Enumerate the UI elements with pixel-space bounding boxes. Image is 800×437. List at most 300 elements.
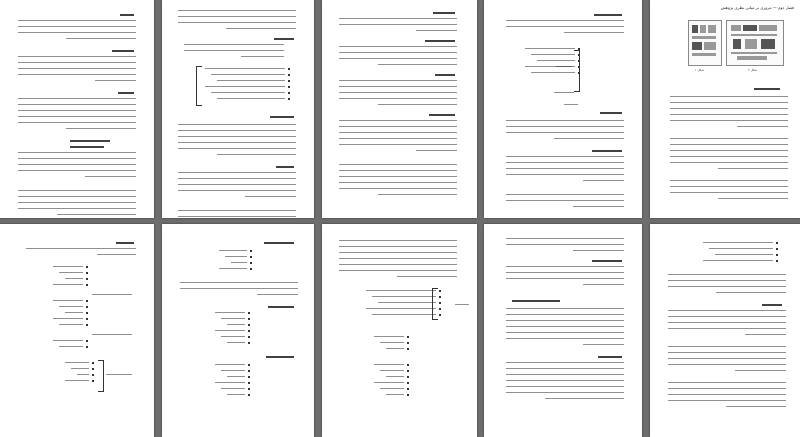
section-heading [112,50,134,52]
text-line [670,96,788,97]
list-item-line [77,374,89,375]
brace-bracket [98,360,104,392]
list-bullet [248,364,250,366]
list-bullet [407,382,409,384]
text-line [339,98,457,99]
text-line [506,244,624,245]
list-item-line [374,382,404,383]
text-line [18,164,136,165]
label-line [554,92,574,93]
text-line [668,316,786,317]
section-heading [118,92,134,94]
list-item-line [537,60,575,61]
list-item-line [227,342,245,343]
list-item-line [374,336,404,337]
text-line [506,168,624,169]
list-bullet [250,268,252,270]
label-line [106,374,132,375]
text-line [670,150,788,151]
list-bullet [86,306,88,308]
list-bullet [407,336,409,338]
text-line [178,216,296,217]
list-item-line [380,370,404,371]
text-line [716,292,786,293]
page-body [0,0,154,218]
section-heading [594,14,622,16]
text-line [18,74,136,75]
text-line [670,108,788,109]
text-line [18,116,136,117]
text-line [339,270,457,271]
page-thumbnail[interactable] [162,0,314,218]
text-line [184,44,284,45]
list-item-line [374,364,404,365]
figure-caption: شکل ۱ [695,68,705,72]
text-line [670,120,788,121]
list-bullet [86,266,88,268]
text-line [339,144,457,145]
text-line [339,52,457,53]
page-thumbnail[interactable] [484,0,642,218]
list-item-line [378,302,436,303]
list-bullet [248,342,250,344]
text-line [57,214,136,215]
list-bullet [439,290,441,292]
list-item-line [59,324,83,325]
label-line [564,104,578,105]
text-line [18,158,136,159]
text-line [339,80,457,81]
text-line [217,154,296,155]
list-bullet [407,376,409,378]
list-item-line [215,312,245,313]
list-item-line [227,324,245,325]
list-bullet [86,284,88,286]
list-bullet [86,346,88,348]
text-line [745,334,786,335]
page-body [484,224,642,437]
list-item-line [59,272,83,273]
text-line [180,282,298,283]
list-bullet [248,312,250,314]
section-heading [754,88,780,90]
section-heading [264,242,294,244]
text-line [506,200,624,201]
text-line [178,142,296,143]
text-line [178,22,296,23]
text-line [18,110,136,111]
label-line [92,334,132,335]
list-bullet [248,318,250,320]
text-line [668,280,786,281]
text-line [506,386,624,387]
list-bullet [248,376,250,378]
list-bullet [86,340,88,342]
text-line [18,68,136,69]
text-line [506,332,624,333]
text-line [18,170,136,171]
figure-diagram-right [726,20,784,66]
list-item-line [372,314,436,315]
text-line [416,30,457,31]
page-body [162,224,314,437]
text-line [670,186,788,187]
list-bullet [248,336,250,338]
list-item-line [380,388,404,389]
list-bullet [288,98,290,100]
text-line [554,138,624,139]
text-line [670,102,788,103]
text-line [416,150,457,151]
text-line [339,176,457,177]
text-line [668,310,786,311]
list-bullet [86,312,88,314]
brace-bracket [432,288,438,320]
text-line [506,314,624,315]
list-item-line [525,48,575,49]
list-item-line [65,362,89,363]
list-bullet [86,324,88,326]
text-line [95,80,136,81]
text-line [670,156,788,157]
list-bullet [407,342,409,344]
list-item-line [53,284,83,285]
text-line [339,264,457,265]
section-heading [120,14,134,16]
section-heading [425,40,455,42]
page-header: فصل دوم — مروری بر مبانی نظری پژوهش [720,5,794,10]
text-line [18,26,136,27]
text-line [506,326,624,327]
text-line [506,156,624,157]
list-bullet [248,394,250,396]
list-item-line [215,330,245,331]
text-line [378,104,457,105]
text-line [506,308,624,309]
text-line [735,370,786,371]
text-line [18,98,136,99]
text-line [226,28,296,29]
text-line [339,18,457,19]
section-heading [268,306,294,308]
text-line [670,162,788,163]
list-item-line [65,278,83,279]
list-item-line [215,382,245,383]
list-bullet [248,330,250,332]
section-heading [592,150,622,152]
page-thumbnail[interactable] [650,0,800,218]
label-line [92,294,132,295]
text-line [668,322,786,323]
text-line [506,278,624,279]
page-thumbnail[interactable] [322,224,477,437]
text-line [668,358,786,359]
list-bullet [250,256,252,258]
text-line [339,138,457,139]
subheading [70,146,104,148]
section-heading [598,356,622,358]
list-bullet [248,382,250,384]
list-item-line [386,348,404,349]
list-item-line [215,364,245,365]
text-line [573,250,624,251]
list-item-line [221,388,245,389]
text-line [339,24,457,25]
text-line [178,178,296,179]
text-line [668,400,786,401]
list-item-line [225,256,247,257]
text-line [18,202,136,203]
text-line [339,252,457,253]
list-bullet [92,362,94,364]
text-line [339,164,457,165]
section-heading [266,356,294,358]
list-bullet [86,300,88,302]
list-bullet [407,370,409,372]
text-line [564,32,624,33]
text-line [178,210,296,211]
page-thumbnail[interactable] [0,0,154,218]
page-body [650,224,800,437]
text-line [184,50,284,51]
list-bullet [288,86,290,88]
list-item-line [219,268,247,269]
list-item-line [53,340,83,341]
list-bullet [439,308,441,310]
label-line [556,66,572,67]
section-heading [276,166,294,168]
text-line [339,120,457,121]
figure-caption: شکل ۲ [748,68,758,72]
section-heading [762,304,782,306]
text-line [18,32,136,33]
text-line [18,208,136,209]
text-line [668,274,786,275]
text-line [506,26,624,27]
section-heading [600,112,622,114]
text-line [506,380,624,381]
text-line [545,398,624,399]
list-bullet [250,262,252,264]
list-bullet [248,370,250,372]
text-line [718,198,788,199]
page-body [484,0,642,218]
list-item-line [703,242,773,243]
page-thumbnail[interactable] [484,224,642,437]
list-bullet [86,272,88,274]
text-line [397,276,457,277]
list-bullet [288,74,290,76]
text-line [339,86,457,87]
text-line [506,126,624,127]
text-line [506,162,624,163]
list-bullet [86,318,88,320]
text-line [670,138,788,139]
list-bullet [288,68,290,70]
list-bullet [248,388,250,390]
text-line [506,266,624,267]
text-line [178,172,296,173]
list-item-line [217,98,285,99]
text-line [668,328,786,329]
list-item-line [531,72,575,73]
list-item-line [219,250,247,251]
page-body [322,224,477,437]
text-line [506,338,624,339]
section-heading [270,116,294,118]
text-line [668,364,786,365]
list-item-line [531,54,575,55]
list-item-line [372,296,436,297]
section-heading [116,242,134,244]
label-line [455,304,469,305]
list-item-line [211,92,285,93]
text-line [18,20,136,21]
text-line [178,190,296,191]
text-line [339,182,457,183]
text-line [241,56,284,57]
list-bullet [407,388,409,390]
page-body [650,0,800,218]
text-line [18,62,136,63]
text-line [18,104,136,105]
figure-diagram-left [688,20,722,66]
text-line [583,180,624,181]
text-line [670,114,788,115]
text-line [506,368,624,369]
text-line [506,238,624,239]
list-bullet [248,324,250,326]
list-item-line [386,394,404,395]
text-line [339,240,457,241]
text-line [257,294,298,295]
section-heading [274,38,294,40]
text-line [18,56,136,57]
text-line [339,170,457,171]
section-heading [435,74,455,76]
list-item-line [703,260,773,261]
list-item-line [709,248,773,249]
text-line [18,196,136,197]
list-bullet [439,302,441,304]
text-line [178,124,296,125]
text-line [339,58,457,59]
text-line [245,196,296,197]
list-bullet [250,250,252,252]
text-line [26,248,136,249]
text-line [573,206,624,207]
list-bullet [776,254,778,256]
section-heading [429,114,455,116]
list-bullet [86,278,88,280]
text-line [18,152,136,153]
text-line [339,46,457,47]
text-line [85,176,136,177]
text-line [718,168,788,169]
section-heading [433,12,455,14]
text-line [668,388,786,389]
list-item-line [65,312,83,313]
list-item-line [71,368,89,369]
list-item-line [380,342,404,343]
brace-bracket [196,66,202,106]
text-line [668,394,786,395]
list-item-line [205,86,285,87]
list-bullet [776,260,778,262]
list-item-line [217,80,285,81]
list-item-line [221,336,245,337]
text-line [668,352,786,353]
text-line [178,136,296,137]
section-heading [592,260,622,262]
text-line [506,392,624,393]
text-line [506,320,624,321]
list-bullet [407,394,409,396]
text-line [339,246,457,247]
list-item-line [366,290,436,291]
list-bullet [288,80,290,82]
page-thumbnail[interactable] [322,0,477,218]
list-bullet [776,248,778,250]
text-line [378,194,457,195]
text-line [670,144,788,145]
text-line [66,128,136,129]
list-bullet [92,374,94,376]
text-line [339,126,457,127]
text-line [178,184,296,185]
text-line [583,344,624,345]
list-bullet [407,364,409,366]
text-line [178,148,296,149]
list-bullet [288,92,290,94]
page-body [0,224,154,437]
text-line [668,346,786,347]
text-line [339,258,457,259]
subheading [512,300,560,302]
list-bullet [776,242,778,244]
text-line [18,190,136,191]
text-line [506,374,624,375]
text-line [670,192,788,193]
list-item-line [221,370,245,371]
list-item-line [53,266,83,267]
list-item-line [227,394,245,395]
text-line [178,16,296,17]
list-item-line [53,300,83,301]
text-line [506,362,624,363]
list-item-line [231,262,247,263]
text-line [668,382,786,383]
page-thumbnail[interactable] [0,224,154,437]
text-line [506,194,624,195]
text-line [670,180,788,181]
page-thumbnail[interactable] [650,224,800,437]
text-line [97,254,136,255]
list-item-line [65,380,89,381]
list-bullet [407,348,409,350]
list-bullet [92,380,94,382]
list-item-line [59,306,83,307]
list-item-line [366,308,436,309]
brace-bracket [574,50,580,92]
text-line [178,130,296,131]
text-line [18,122,136,123]
page-thumbnail[interactable] [162,224,314,437]
list-bullet [439,314,441,316]
list-item-line [715,254,773,255]
list-item-line [227,376,245,377]
text-line [506,20,624,21]
